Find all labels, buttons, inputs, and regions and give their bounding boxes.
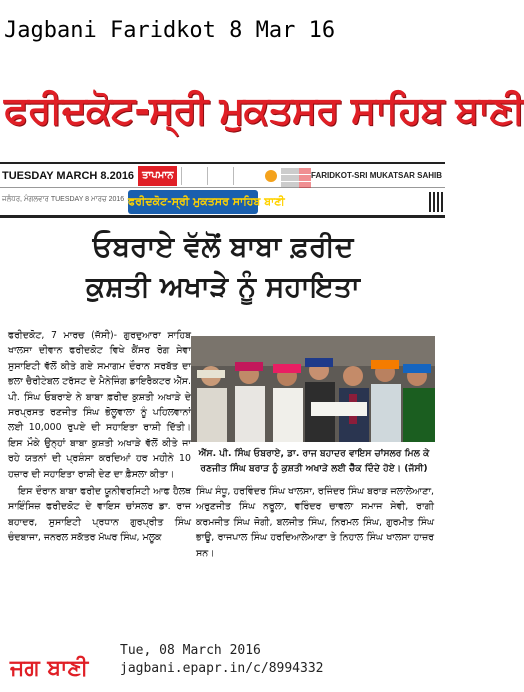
article-column-left <box>8 328 191 548</box>
subhead-bar <box>0 188 445 218</box>
dateline-bar <box>0 162 445 188</box>
masthead <box>0 62 524 162</box>
clipping-url[interactable]: jagbani.epapr.in/c/8994332 <box>120 661 324 676</box>
clipping-meta <box>120 642 420 678</box>
edition-name: FARIDKOT-SRI MUKATSAR SAHIB <box>311 171 442 180</box>
clipping-footer <box>8 640 438 692</box>
article-paragraph-1: ਫਰੀਦਕੋਟ, 7 ਮਾਰਚ (ਜੱਸੀ)- ਗੁਰਦੁਆਰਾ ਸਾਹਿਬ ਖਾਲਸਾ ਦੀਵਾਨ ਫਰੀਦਕੋਟ ਵਿਖੇ ਕੈਂਸਰ ਰੋਗ ਸੇਵਾ ਸੁਸਾਇਟੀ ਵੱਲੋਂ ਕੀਤੇ ਗਏ ਸਮਾਗਮ ਦੌਰਾਨ ਸਰਬੱਤ ਦਾ ਭਲਾ ਚੈਰੀਟੇਬਲ ਟਰੱਸਟ ਦੇ ਮੈਨੇਜਿੰਗ ਡਾਇਰੈਕਟਰ ਐੱਸ. ਪੀ. ਸਿੰਘ ਓਬਰਾਏ ਨੇ ਬਾਬਾ ਫ਼ਰੀਦ ਕੁਸ਼ਤੀ ਅਖਾੜੇ ਦੇ ਸਰਪ੍ਰਸਤ ਰਣਜੀਤ ਸਿੰਘ ਭੋਲੂਵਾਲਾ ਨੂੰ ਪਹਿਲਵਾਨਾਂ ਲਈ 10,000 ਰੁਪਏ ਦੀ ਸਹਾਇਤਾ ਰਾਸ਼ੀ ਦਿੱਤੀ। ਇਸ ਮੌਕੇ ਉਨ੍ਹਾਂ ਬਾਬਾ ਕੁਸ਼ਤੀ ਅਖਾੜੇ ਵੱਲੋਂ ਕੀਤੇ ਜਾ ਰਹੇ ਯਤਨਾਂ ਦੀ ਪ੍ਰਸ਼ੰਸਾ ਕਰਦਿਆਂ ਹਰ ਮਹੀਨੇ 10 ਹਜ਼ਾਰ ਦੀ ਸਹਾਇਤਾ ਰਾਸ਼ੀ ਦੇਣ ਦਾ ਫ਼ੈਸਲਾ ਕੀਤਾ। <box>8 330 191 480</box>
barcode-icon <box>429 192 443 212</box>
headline-line-1: ਓਬਰਾਏ ਵੱਲੋਂ ਬਾਬਾ ਫ਼ਰੀਦ <box>92 230 354 263</box>
subhead-date: ਜਲੰਧਰ, ਮੰਗਲਵਾਰ TUESDAY 8 ਮਾਰਚ 2016 <box>2 196 125 203</box>
weather-cell <box>207 167 233 185</box>
weather-cells <box>181 165 259 187</box>
photo-caption: ਐੱਸ. ਪੀ. ਸਿੰਘ ਓਬਰਾਏ, ਡਾ. ਰਾਜ ਬਹਾਦਰ ਵਾਇਸ ਚਾਂਸਲਰ ਮਿਲ ਕੇ ਰਣਜੀਤ ਸਿੰਘ ਬਰਾੜ ਨੂੰ ਕੁਸ਼ਤੀ ਅਖਾੜੇ ਲਈ ਚੈੱਕ ਦਿੰਦੇ ਹੋਏ। (ਜੱਸੀ) <box>198 448 430 474</box>
group-photo-image <box>191 336 435 442</box>
article-paragraph-3: ਸਿੰਘ ਸੰਧੂ, ਹਰਵਿੰਦਰ ਸਿੰਘ ਖਾਲਸਾ, ਰਜਿੰਦਰ ਸਿੰਘ ਬਰਾੜ ਜਲਾਲੇਆਣਾ, ਅਰੁਣਜੀਤ ਸਿੰਘ ਨਰੂਲਾ, ਵਰਿੰਦਰ ਚਾਵਲਾ ਸਮਾਜ ਸੇਵੀ, ਰਾਗੀ ਕਰਮਜੀਤ ਸਿੰਘ ਜੋਗੀ, ਬਲਜੀਤ ਸਿੰਘ, ਨਿਰਮਲ ਸਿੰਘ, ਗੁਰਮੀਤ ਸਿੰਘ ਭਾਊ, ਰਾਜਪਾਲ ਸਿੰਘ ਹਰਦਿਆਲੇਆਣਾ ਤੇ ਨਿਹਾਲ ਸਿੰਘ ਖਾਲਸਾ ਹਾਜ਼ਰ ਸਨ। <box>196 486 434 559</box>
article-paragraph-2: ਇਸ ਦੌਰਾਨ ਬਾਬਾ ਫਰੀਦ ਯੂਨੀਵਰਸਿਟੀ ਆਫ ਹੈਲਥ ਸਾਇੰਸਿਜ਼ ਫਰੀਦਕੋਟ ਦੇ ਵਾਇਸ ਚਾਂਸਲਰ ਡਾ. ਰਾਜ ਬਹਾਦਰ, ਸੁਸਾਇਟੀ ਪ੍ਰਧਾਨ ਗੁਰਪ੍ਰੀਤ ਸਿੰਘ ਚੰਦਬਾਜਾ, ਜਨਰਲ ਸਕੱਤਰ ਮੱਘਰ ਸਿੰਘ, ਮਲੂਕ <box>8 486 191 544</box>
edition-logo-left: ਫਰੀਦਕੋਟ- <box>128 195 172 208</box>
jagbani-logo: ਜਗ ਬਾਣੀ <box>10 656 89 681</box>
issue-date: TUESDAY MARCH 8.2016 <box>2 169 135 182</box>
clipping-date: Tue, 08 March 2016 <box>120 643 261 658</box>
article-headline <box>8 228 438 308</box>
article-photo <box>191 336 435 442</box>
weather-cell <box>233 167 259 185</box>
news-clipping <box>8 222 438 681</box>
market-ticker <box>281 167 311 185</box>
masthead-logo <box>4 68 524 152</box>
sun-icon <box>265 170 277 182</box>
clipping-source-caption: Jagbani Faridkot 8 Mar 16 <box>4 18 336 43</box>
weather-label: ਤਾਪਮਾਨ <box>138 166 177 186</box>
headline-line-2: ਕੁਸ਼ਤੀ ਅਖਾੜੇ ਨੂੰ ਸਹਾਇਤਾ <box>86 270 360 303</box>
masthead-title-left: ਫਰੀਦਕੋਟ <box>4 88 135 132</box>
article-column-right <box>196 484 434 561</box>
edition-logo-right: ਸ੍ਰੀ ਮੁਕਤਸਰ ਸਾਹਿਬ ਬਾਣੀ <box>171 195 285 208</box>
weather-cell <box>181 167 207 185</box>
edition-logo <box>128 190 285 214</box>
masthead-title-right: ਸ੍ਰੀ ਮੁਕਤਸਰ ਸਾਹਿਬ ਬਾਣੀ <box>149 88 524 132</box>
masthead-title-dash: - <box>134 88 150 132</box>
